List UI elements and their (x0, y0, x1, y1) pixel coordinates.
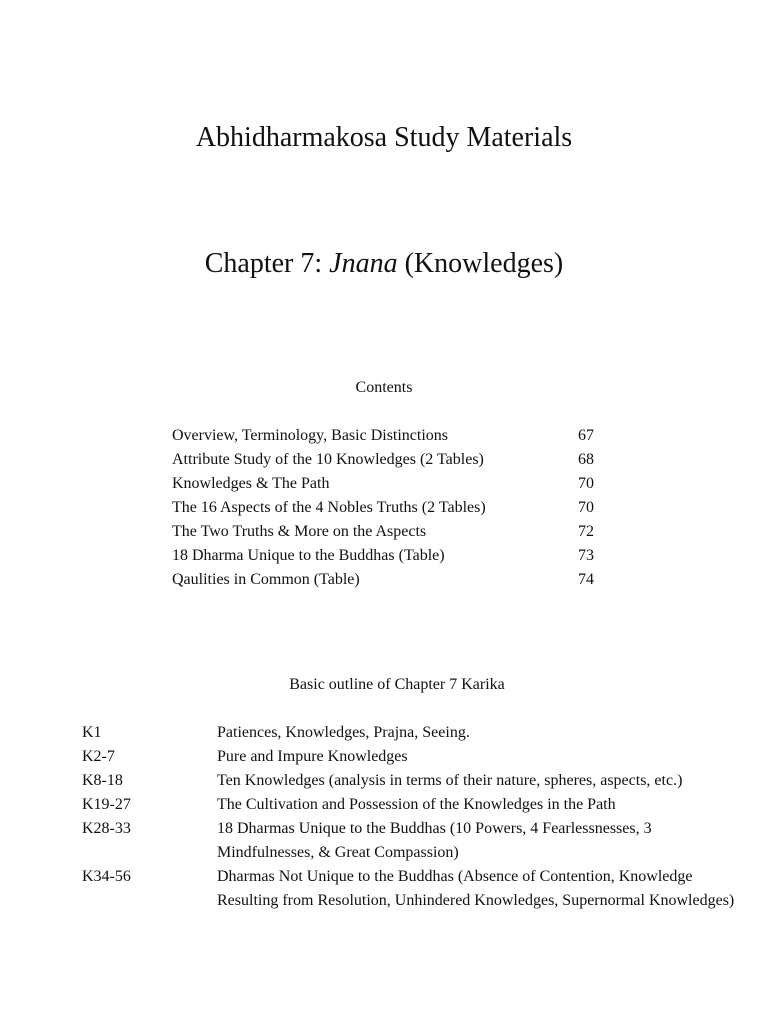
karika-range: K2-7 (82, 748, 115, 765)
karika-description: 18 Dharmas Unique to the Buddhas (10 Powers, 4 Fearlessnesses, 3 Mindfulnesses, & Great Compassion) (217, 820, 652, 861)
outline-heading: Basic outline of Chapter 7 Karika (289, 676, 505, 693)
karika-description: Pure and Impure Knowledges (217, 748, 408, 765)
toc-page-number: 73 (578, 547, 594, 564)
toc-page-number: 67 (578, 427, 594, 444)
chapter-heading (0, 244, 768, 284)
toc-label: The Two Truths & More on the Aspects (172, 523, 427, 540)
toc-page-number: 68 (578, 451, 594, 468)
toc-row (172, 472, 602, 496)
toc-label: Overview, Terminology, Basic Distinctions (172, 427, 449, 444)
karika-description: Patiences, Knowledges, Prajna, Seeing. (217, 724, 470, 741)
outline-row (82, 745, 742, 769)
karika-range: K1 (82, 724, 102, 741)
toc-label: Attribute Study of the 10 Knowledges (2 Tables) (172, 451, 484, 468)
karika-description: Dharmas Not Unique to the Buddhas (Absence of Contention, Knowledge Resulting from Resolution, Unhindered Knowledges, Supernormal Knowledges) (217, 868, 735, 909)
toc-label: Knowledges & The Path (172, 475, 330, 492)
toc-row (172, 448, 602, 472)
chapter-italic-term: Jnana (329, 248, 398, 279)
outline-row (82, 817, 742, 865)
karika-description: The Cultivation and Possession of the Knowledges in the Path (217, 796, 616, 813)
toc-page-number: 70 (578, 499, 594, 516)
karika-range: K19-27 (82, 796, 131, 813)
toc-page-number: 70 (578, 475, 594, 492)
toc-row (172, 424, 602, 448)
chapter-prefix: Chapter 7: (204, 248, 330, 279)
toc-row (172, 544, 602, 568)
karika-range: K34-56 (82, 868, 131, 885)
toc-label: Qaulities in Common (Table) (172, 571, 360, 588)
outline-row (82, 769, 742, 793)
chapter-suffix: (Knowledges) (397, 248, 564, 279)
toc-row (172, 568, 602, 592)
outline-row (82, 721, 742, 745)
outline-row (82, 865, 742, 913)
contents-heading: Contents (355, 379, 413, 396)
table-of-contents (172, 424, 602, 592)
karika-range: K8-18 (82, 772, 123, 789)
toc-page-number: 72 (578, 523, 594, 540)
karika-description: Ten Knowledges (analysis in terms of their nature, spheres, aspects, etc.) (217, 772, 683, 789)
toc-page-number: 74 (578, 571, 594, 588)
karika-outline (82, 721, 742, 913)
toc-row (172, 520, 602, 544)
toc-label: The 16 Aspects of the 4 Nobles Truths (2 Tables) (172, 499, 486, 516)
toc-row (172, 496, 602, 520)
outline-row (82, 793, 742, 817)
karika-range: K28-33 (82, 820, 131, 837)
document-title: Abhidharmakosa Study Materials (195, 122, 573, 153)
toc-label: 18 Dharma Unique to the Buddhas (Table) (172, 547, 445, 564)
